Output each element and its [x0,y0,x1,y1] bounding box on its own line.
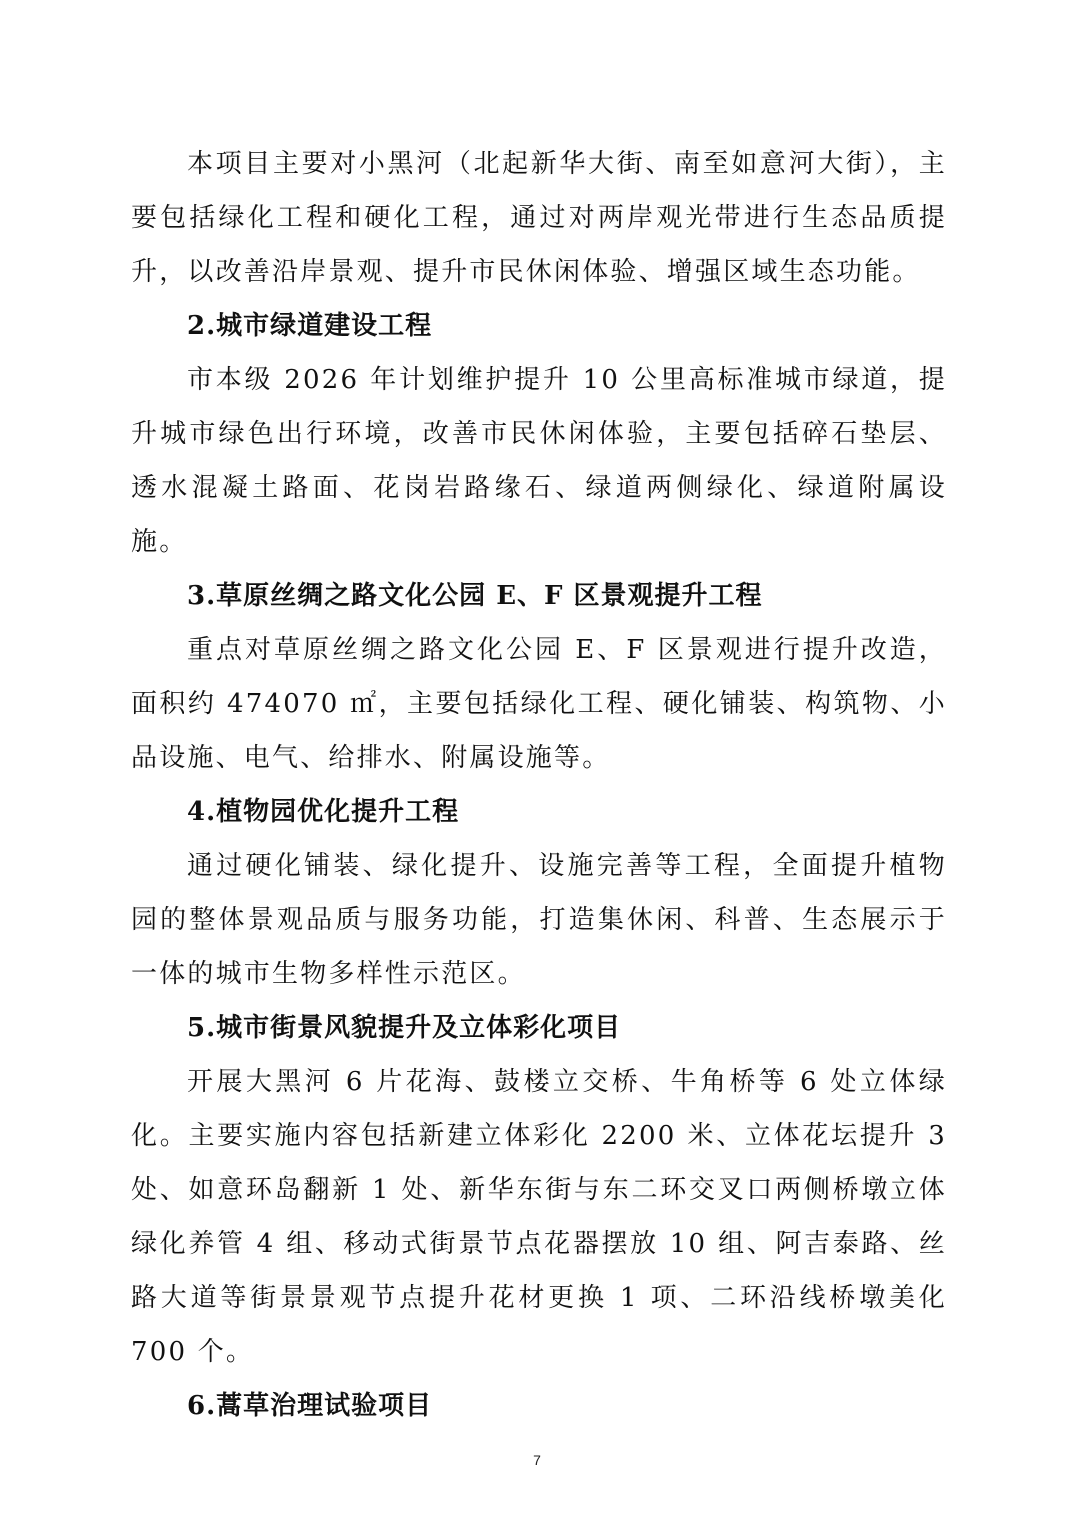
paragraph-silk-road-park-project: 重点对草原丝绸之路文化公园 E、F 区景观进行提升改造，面积约 474070 ㎡，主要包括绿化工程、硬化铺装、构筑物、小品设施、电气、给排水、附属设施等。 [131,635,947,773]
page-number: 7 [533,1452,541,1468]
paragraph-xiaoheihe-project: 本项目主要对小黑河（北起新华大街、南至如意河大街），主要包括绿化工程和硬化工程，通过对两岸观光带进行生态品质提升，以改善沿岸景观、提升市民休闲体验、增强区域生态功能。 [131,149,947,287]
heading-silk-road-park-project: 3.草原丝绸之路文化公园 E、F 区景观提升工程 [187,581,763,611]
paragraph-greenway-project: 市本级 2026 年计划维护提升 10 公里高标准城市绿道，提升城市绿色出行环境，改善市民休闲体验，主要包括碎石垫层、透水混凝土路面、花岗岩路缘石、绿道两侧绿化、绿道附属设施。 [131,365,947,557]
paragraph-streetscape-project: 开展大黑河 6 片花海、鼓楼立交桥、牛角桥等 6 处立体绿化。主要实施内容包括新建立体彩化 2200 米、立体花坛提升 3 处、如意环岛翻新 1 处、新华东街与东二环交叉口两侧桥墩立体绿化养管 4 组、移动式街景节点花器摆放 10 组、阿吉泰路、丝路大道等街景景观节点提升花材更换 1 项、二环沿线桥墩美化 700 个。 [131,1067,947,1367]
heading-botanical-garden-project: 4.植物园优化提升工程 [187,797,460,827]
heading-greenway-project: 2.城市绿道建设工程 [187,311,433,341]
heading-weed-control-project: 6.蒿草治理试验项目 [187,1391,433,1421]
page-content [131,137,947,1433]
heading-streetscape-project: 5.城市街景风貌提升及立体彩化项目 [187,1013,622,1043]
paragraph-botanical-garden-project: 通过硬化铺装、绿化提升、设施完善等工程，全面提升植物园的整体景观品质与服务功能，打造集休闲、科普、生态展示于一体的城市生物多样性示范区。 [131,851,947,989]
